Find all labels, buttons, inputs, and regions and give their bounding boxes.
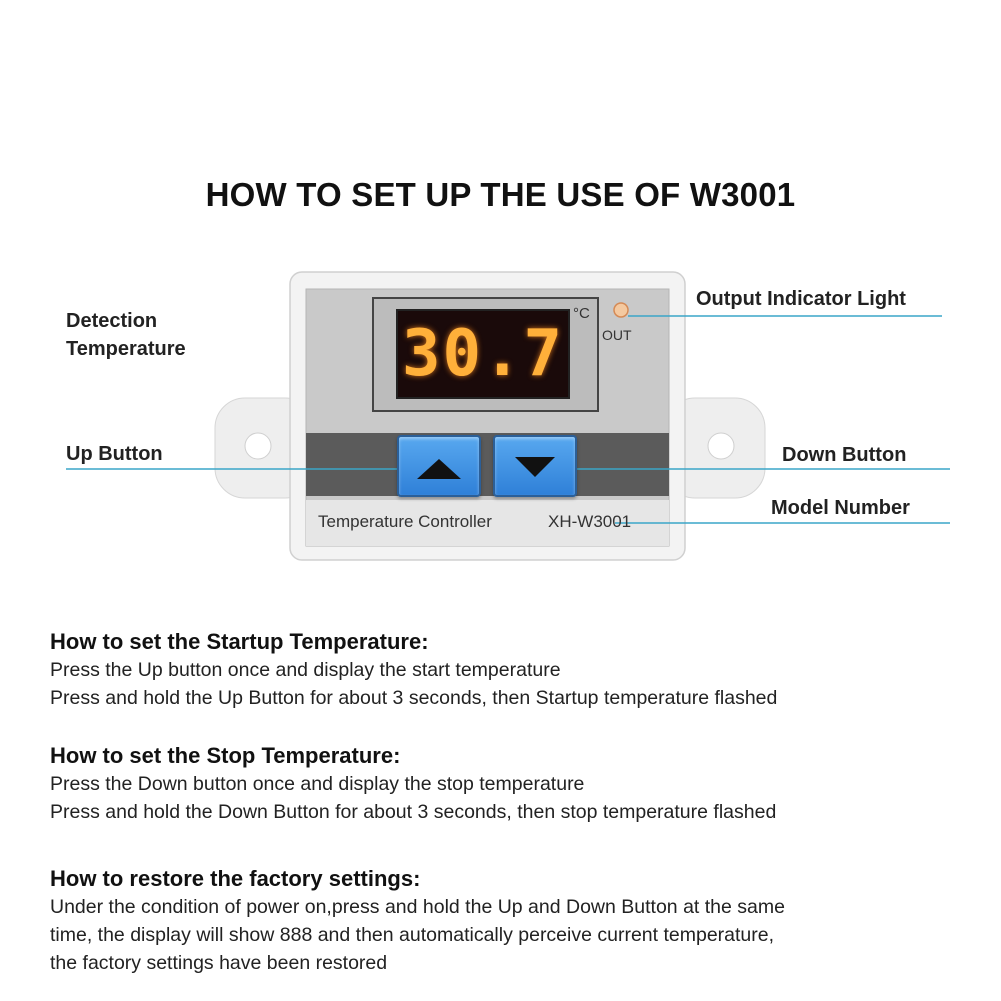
- up-button[interactable]: [397, 435, 481, 497]
- panel-label: Temperature Controller: [318, 512, 492, 531]
- section-line: Press the Up button once and display the start temperature: [50, 659, 561, 681]
- section-heading: How to restore the factory settings:: [50, 866, 421, 891]
- celsius-unit: °C: [573, 305, 590, 322]
- down-button-callout: Down Button: [782, 444, 907, 466]
- section-line: Under the condition of power on,press and hold the Up and Down Button at the same: [50, 896, 785, 918]
- section-line: the factory settings have been restored: [50, 952, 388, 974]
- startup-temperature-section: [50, 628, 970, 712]
- button-band: [306, 433, 669, 496]
- up-button-callout: Up Button: [66, 443, 163, 465]
- detection-temperature-callout: Detection Temperature: [66, 310, 186, 360]
- section-line: Press the Down button once and display the stop temperature: [50, 773, 585, 795]
- output-indicator-light-callout: Output Indicator Light: [696, 288, 906, 310]
- section-heading: How to set the Startup Temperature:: [50, 629, 429, 654]
- factory-settings-section: [50, 865, 970, 977]
- model-number-callout: Model Number: [771, 497, 910, 519]
- section-line: Press and hold the Up Button for about 3 seconds, then Startup temperature flashed: [50, 687, 778, 709]
- down-button[interactable]: [493, 435, 577, 497]
- section-line: Press and hold the Down Button for about 3 seconds, then stop temperature flashed: [50, 801, 777, 823]
- page-title: HOW TO SET UP THE USE OF W3001: [205, 176, 796, 213]
- up-arrow-icon: [399, 437, 479, 495]
- out-label: OUT: [602, 327, 632, 343]
- stop-temperature-section: [50, 742, 970, 826]
- temperature-display: 30.7: [401, 317, 565, 391]
- section-heading: How to set the Stop Temperature:: [50, 743, 401, 768]
- model-label: XH-W3001: [548, 512, 632, 531]
- section-line: time, the display will show 888 and then automatically perceive current temperature,: [50, 924, 775, 946]
- left-mount-hole: [245, 433, 271, 459]
- output-indicator-light: [614, 303, 628, 317]
- down-arrow-icon: [495, 437, 575, 495]
- right-mount-hole: [708, 433, 734, 459]
